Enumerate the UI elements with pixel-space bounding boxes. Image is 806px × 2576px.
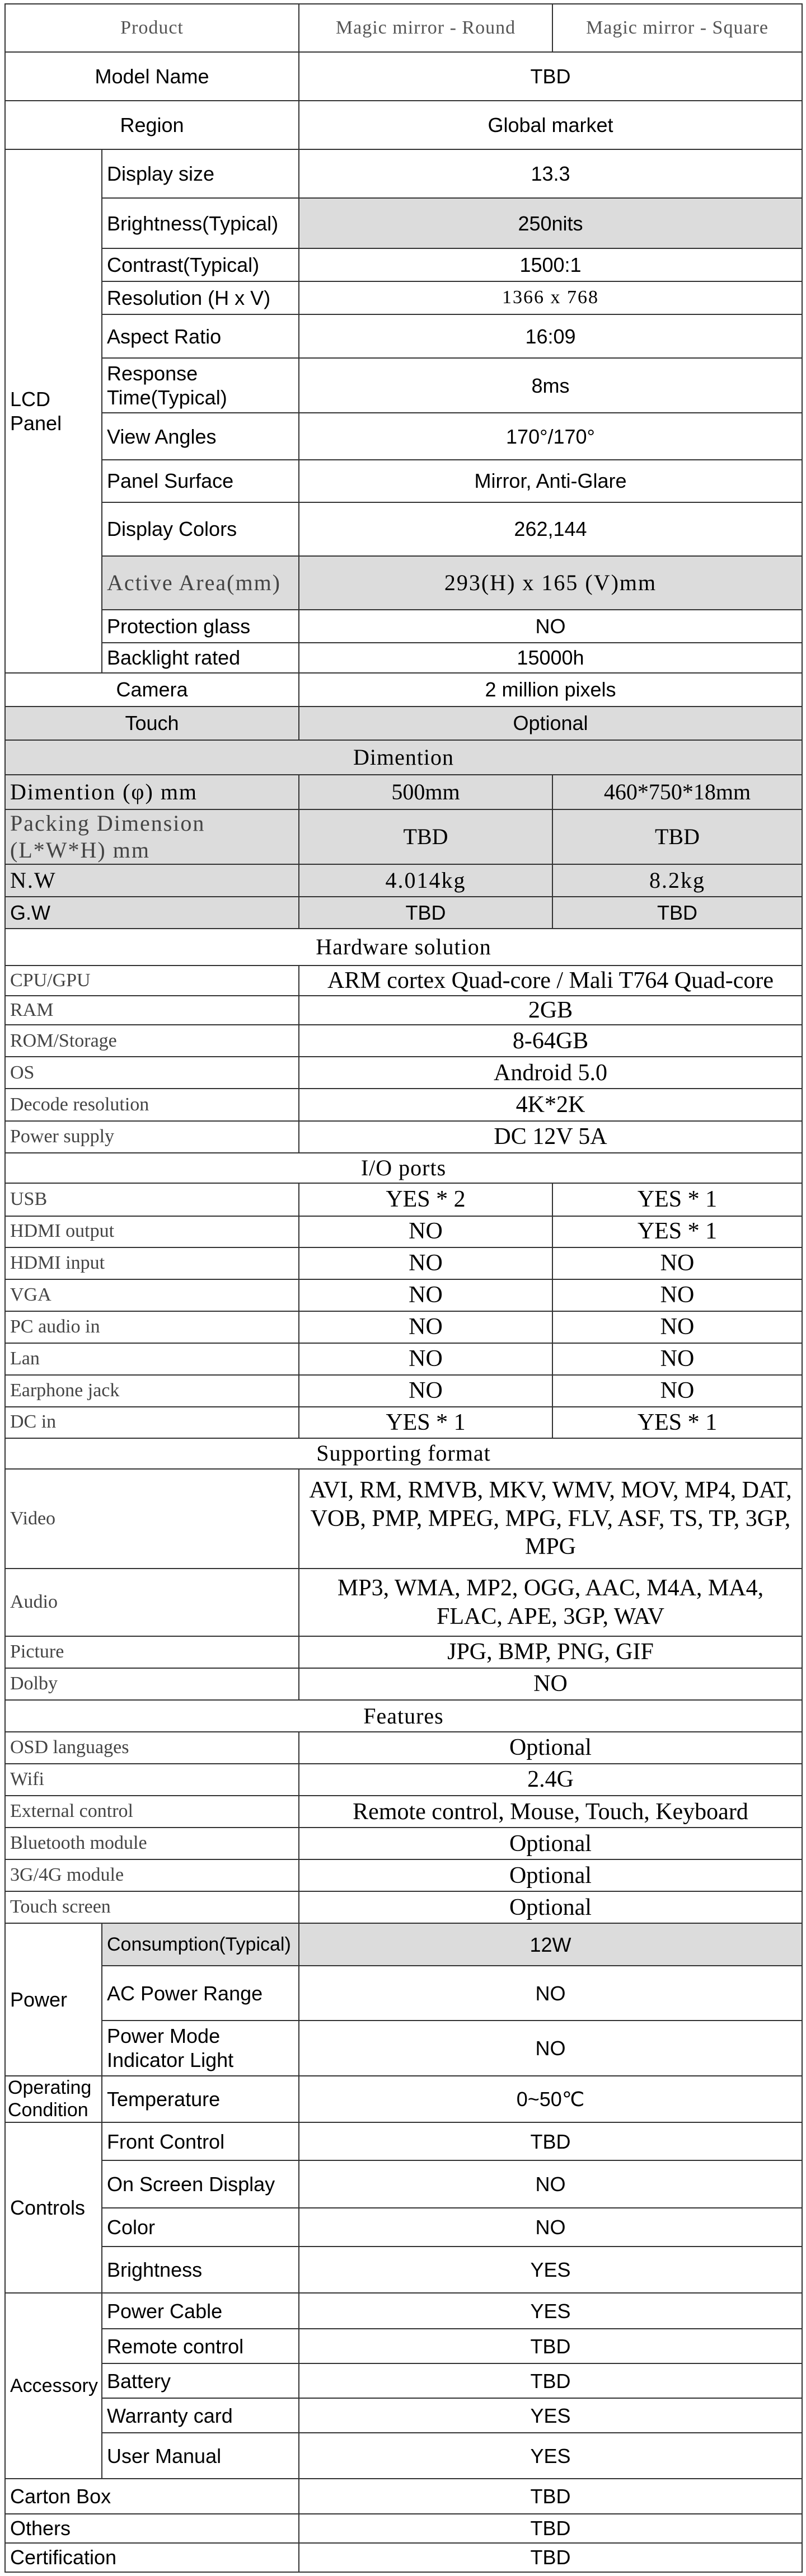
io-row-label: HDMI output xyxy=(5,1216,299,1247)
lcd-row-label: View Angles xyxy=(102,413,299,460)
dimension-square-value: TBD xyxy=(552,809,802,864)
power-row-value: 12W xyxy=(299,1923,802,1966)
format-row-value: MP3, WMA, MP2, OGG, AAC, M4A, MA4, FLAC, APE, 3GP, WAV xyxy=(299,1569,802,1636)
feature-row xyxy=(5,1764,802,1796)
section-row xyxy=(5,929,802,966)
controls-row-label: Color xyxy=(102,2208,299,2247)
hardware-row-label: CPU/GPU xyxy=(5,966,299,996)
io-row xyxy=(5,1343,802,1375)
io-round-value: NO xyxy=(299,1279,552,1311)
accessory-row-label: Warranty card xyxy=(102,2398,299,2433)
controls-row-value: NO xyxy=(299,2208,802,2247)
dimension-row xyxy=(5,809,802,864)
footer-row-label: Carton Box xyxy=(5,2479,299,2513)
lcd-row-label: Active Area(mm) xyxy=(102,556,299,610)
dimension-row xyxy=(5,897,802,929)
io-row xyxy=(5,1183,802,1216)
format-row xyxy=(5,1668,802,1700)
feature-row xyxy=(5,1732,802,1764)
formats-section-title: Supporting format xyxy=(5,1438,802,1469)
model-round-header: Magic mirror - Round xyxy=(299,4,552,52)
operating-row-value: 0~50℃ xyxy=(299,2076,802,2123)
lcd-panel-group-label: LCD Panel xyxy=(5,149,102,673)
hardware-row-value: DC 12V 5A xyxy=(299,1121,802,1153)
power-row-value: NO xyxy=(299,2021,802,2075)
lcd-row xyxy=(5,556,802,610)
lcd-row-label: Resolution (H x V) xyxy=(102,281,299,314)
lcd-row xyxy=(5,281,802,314)
io-round-value: NO xyxy=(299,1216,552,1247)
controls-row xyxy=(5,2247,802,2293)
hardware-row-value: ARM cortex Quad-core / Mali T764 Quad-core xyxy=(299,966,802,996)
lcd-row-label: Display size xyxy=(102,149,299,198)
io-row xyxy=(5,1216,802,1247)
feature-row-value: Optional xyxy=(299,1732,802,1764)
lcd-row-value: 15000h xyxy=(299,643,802,673)
accessory-row-label: Battery xyxy=(102,2363,299,2398)
hardware-row-label: Decode resolution xyxy=(5,1089,299,1120)
lcd-row-value: 8ms xyxy=(299,358,802,413)
product-header-row xyxy=(5,4,802,52)
format-row-label: Dolby xyxy=(5,1668,299,1700)
section-row xyxy=(5,1438,802,1469)
lcd-row-label: Aspect Ratio xyxy=(102,314,299,358)
product-header-label: Product xyxy=(5,4,299,52)
feature-row xyxy=(5,1796,802,1828)
hardware-row-label: RAM xyxy=(5,996,299,1025)
io-row xyxy=(5,1407,802,1438)
hardware-row xyxy=(5,1025,802,1057)
io-square-value: NO xyxy=(552,1343,802,1375)
io-row-label: USB xyxy=(5,1183,299,1216)
io-section-title: I/O ports xyxy=(5,1153,802,1183)
footer-row xyxy=(5,2479,802,2513)
hardware-row-value: 4K*2K xyxy=(299,1089,802,1120)
lcd-row-label: Protection glass xyxy=(102,610,299,643)
feature-row xyxy=(5,1891,802,1923)
section-row xyxy=(5,1153,802,1183)
accessory-row xyxy=(5,2398,802,2433)
model-square-header: Magic mirror - Square xyxy=(552,4,802,52)
lcd-row xyxy=(5,460,802,502)
accessory-row-label: Remote control xyxy=(102,2329,299,2363)
io-square-value: YES * 1 xyxy=(552,1407,802,1438)
format-row-label: Video xyxy=(5,1469,299,1569)
lcd-row-value: 1366 x 768 xyxy=(299,281,802,314)
io-row-label: VGA xyxy=(5,1279,299,1311)
lcd-row-label: Brightness(Typical) xyxy=(102,198,299,248)
feature-row-label: External control xyxy=(5,1796,299,1828)
hardware-row-label: ROM/Storage xyxy=(5,1025,299,1057)
lcd-row-label: Response Time(Typical) xyxy=(102,358,299,413)
feature-row xyxy=(5,1859,802,1891)
lcd-row xyxy=(5,610,802,643)
hardware-row xyxy=(5,1121,802,1153)
dimension-row xyxy=(5,864,802,897)
io-row-label: HDMI input xyxy=(5,1247,299,1279)
format-row-value: NO xyxy=(299,1668,802,1700)
dimension-row-label: Dimention (φ) mm xyxy=(5,775,299,809)
io-square-value: YES * 1 xyxy=(552,1183,802,1216)
dimension-square-value: 8.2kg xyxy=(552,864,802,897)
lcd-row-value: Mirror, Anti-Glare xyxy=(299,460,802,502)
footer-row-value: TBD xyxy=(299,2514,802,2543)
accessory-row-label: User Manual xyxy=(102,2433,299,2479)
dimension-section-title: Dimention xyxy=(5,740,802,775)
accessory-row xyxy=(5,2433,802,2479)
lcd-row xyxy=(5,643,802,673)
dimension-round-value: 4.014kg xyxy=(299,864,552,897)
format-row xyxy=(5,1569,802,1636)
accessory-row-value: YES xyxy=(299,2398,802,2433)
io-square-value: NO xyxy=(552,1311,802,1343)
camera-row xyxy=(5,673,802,707)
controls-row-label: Brightness xyxy=(102,2247,299,2293)
format-row-label: Audio xyxy=(5,1569,299,1636)
touch-row xyxy=(5,707,802,740)
feature-row-value: 2.4G xyxy=(299,1764,802,1796)
section-row xyxy=(5,740,802,775)
features-section-title: Features xyxy=(5,1700,802,1732)
camera-value: 2 million pixels xyxy=(299,673,802,707)
dimension-round-value: TBD xyxy=(299,897,552,929)
controls-row-label: Front Control xyxy=(102,2122,299,2160)
model-name-row xyxy=(5,52,802,101)
dimension-square-value: TBD xyxy=(552,897,802,929)
operating-row xyxy=(5,2076,802,2123)
io-round-value: NO xyxy=(299,1311,552,1343)
footer-row-value: TBD xyxy=(299,2543,802,2572)
lcd-row-value: 293(H) x 165 (V)mm xyxy=(299,556,802,610)
touch-label: Touch xyxy=(5,707,299,740)
accessory-group-label: Accessory xyxy=(5,2293,102,2479)
io-row-label: DC in xyxy=(5,1407,299,1438)
controls-row-value: TBD xyxy=(299,2122,802,2160)
power-row-label: Consumption(Typical) xyxy=(102,1923,299,1966)
feature-row-label: Touch screen xyxy=(5,1891,299,1923)
feature-row-value: Optional xyxy=(299,1891,802,1923)
accessory-row-value: YES xyxy=(299,2293,802,2329)
accessory-row-value: TBD xyxy=(299,2363,802,2398)
io-row-label: Lan xyxy=(5,1343,299,1375)
controls-row-label: On Screen Display xyxy=(102,2160,299,2208)
lcd-row xyxy=(5,198,802,248)
region-row xyxy=(5,101,802,149)
power-row xyxy=(5,2021,802,2075)
region-label: Region xyxy=(5,101,299,149)
format-row-value: AVI, RM, RMVB, MKV, WMV, MOV, MP4, DAT, VOB, PMP, MPEG, MPG, FLV, ASF, TS, TP, 3GP, MPG xyxy=(299,1469,802,1569)
lcd-row xyxy=(5,358,802,413)
feature-row xyxy=(5,1828,802,1859)
accessory-row xyxy=(5,2329,802,2363)
controls-group-label: Controls xyxy=(5,2122,102,2293)
io-round-value: NO xyxy=(299,1343,552,1375)
feature-row-label: 3G/4G module xyxy=(5,1859,299,1891)
hardware-row-label: OS xyxy=(5,1057,299,1089)
controls-row-value: NO xyxy=(299,2160,802,2208)
io-row-label: PC audio in xyxy=(5,1311,299,1343)
lcd-row-value: 170°/170° xyxy=(299,413,802,460)
lcd-row-value: NO xyxy=(299,610,802,643)
operating-row-label: Temperature xyxy=(102,2076,299,2123)
io-row xyxy=(5,1375,802,1407)
lcd-row-label: Backlight rated xyxy=(102,643,299,673)
lcd-row-value: 16:09 xyxy=(299,314,802,358)
format-row xyxy=(5,1469,802,1569)
dimension-row xyxy=(5,775,802,809)
footer-row-value: TBD xyxy=(299,2479,802,2513)
lcd-row xyxy=(5,248,802,281)
feature-row-label: Wifi xyxy=(5,1764,299,1796)
model-name-label: Model Name xyxy=(5,52,299,101)
lcd-row xyxy=(5,413,802,460)
lcd-row-label: Panel Surface xyxy=(102,460,299,502)
lcd-row-value: 250nits xyxy=(299,198,802,248)
hardware-row-value: 8-64GB xyxy=(299,1025,802,1057)
controls-row xyxy=(5,2160,802,2208)
io-square-value: NO xyxy=(552,1375,802,1407)
io-square-value: NO xyxy=(552,1279,802,1311)
hardware-row-value: 2GB xyxy=(299,996,802,1025)
touch-value: Optional xyxy=(299,707,802,740)
hardware-row xyxy=(5,966,802,996)
lcd-row xyxy=(5,502,802,556)
dimension-round-value: TBD xyxy=(299,809,552,864)
power-group-label: Power xyxy=(5,1923,102,2075)
accessory-row xyxy=(5,2363,802,2398)
section-row xyxy=(5,1700,802,1732)
hardware-row xyxy=(5,996,802,1025)
accessory-row-value: YES xyxy=(299,2433,802,2479)
accessory-row-value: TBD xyxy=(299,2329,802,2363)
format-row-label: Picture xyxy=(5,1636,299,1668)
controls-row-value: YES xyxy=(299,2247,802,2293)
hardware-row-label: Power supply xyxy=(5,1121,299,1153)
lcd-row xyxy=(5,314,802,358)
lcd-row-value: 1500:1 xyxy=(299,248,802,281)
io-round-value: YES * 1 xyxy=(299,1407,552,1438)
feature-row-label: OSD languages xyxy=(5,1732,299,1764)
camera-label: Camera xyxy=(5,673,299,707)
feature-row-value: Optional xyxy=(299,1859,802,1891)
lcd-row-value: 262,144 xyxy=(299,502,802,556)
footer-row-label: Others xyxy=(5,2514,299,2543)
dimension-round-value: 500mm xyxy=(299,775,552,809)
dimension-row-label: Packing Dimension (L*W*H) mm xyxy=(5,809,299,864)
dimension-square-value: 460*750*18mm xyxy=(552,775,802,809)
hardware-row xyxy=(5,1057,802,1089)
io-square-value: NO xyxy=(552,1247,802,1279)
spec-sheet-table xyxy=(4,3,803,2573)
footer-row xyxy=(5,2514,802,2543)
io-round-value: NO xyxy=(299,1247,552,1279)
accessory-row xyxy=(5,2293,802,2329)
format-row xyxy=(5,1636,802,1668)
lcd-row-value: 13.3 xyxy=(299,149,802,198)
model-name-value: TBD xyxy=(299,52,802,101)
controls-row xyxy=(5,2122,802,2160)
hardware-row xyxy=(5,1089,802,1120)
hardware-row-value: Android 5.0 xyxy=(299,1057,802,1089)
lcd-row xyxy=(5,149,802,198)
power-row xyxy=(5,1923,802,1966)
region-value: Global market xyxy=(299,101,802,149)
io-round-value: YES * 2 xyxy=(299,1183,552,1216)
footer-row-label: Certification xyxy=(5,2543,299,2572)
power-row-label: AC Power Range xyxy=(102,1966,299,2021)
accessory-row-label: Power Cable xyxy=(102,2293,299,2329)
power-row-label: Power Mode Indicator Light xyxy=(102,2021,299,2075)
controls-row xyxy=(5,2208,802,2247)
dimension-row-label: G.W xyxy=(5,897,299,929)
lcd-row-label: Contrast(Typical) xyxy=(102,248,299,281)
footer-row xyxy=(5,2543,802,2572)
lcd-row-label: Display Colors xyxy=(102,502,299,556)
dimension-row-label: N.W xyxy=(5,864,299,897)
feature-row-value: Remote control, Mouse, Touch, Keyboard xyxy=(299,1796,802,1828)
operating-group-label: Operating Condition xyxy=(5,2076,102,2123)
io-row xyxy=(5,1279,802,1311)
io-square-value: YES * 1 xyxy=(552,1216,802,1247)
format-row-value: JPG, BMP, PNG, GIF xyxy=(299,1636,802,1668)
io-round-value: NO xyxy=(299,1375,552,1407)
power-row-value: NO xyxy=(299,1966,802,2021)
io-row xyxy=(5,1247,802,1279)
feature-row-value: Optional xyxy=(299,1828,802,1859)
hardware-section-title: Hardware solution xyxy=(5,929,802,966)
power-row xyxy=(5,1966,802,2021)
feature-row-label: Bluetooth module xyxy=(5,1828,299,1859)
io-row xyxy=(5,1311,802,1343)
io-row-label: Earphone jack xyxy=(5,1375,299,1407)
